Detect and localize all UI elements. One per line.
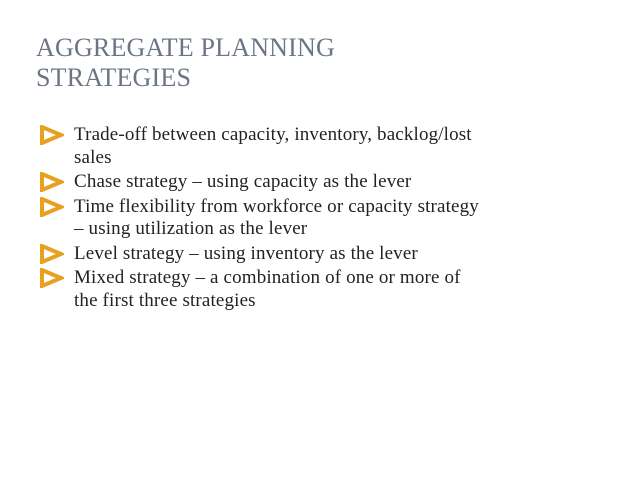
bullet-text-line: – using utilization as the lever	[74, 218, 308, 239]
bullet-text-line: Mixed strategy – a combination of one or more of	[74, 267, 461, 288]
slide-title	[36, 33, 596, 93]
bullet-text-line: sales	[74, 146, 112, 168]
bullet-item-trade-off	[40, 124, 600, 169]
bullet-item-chase-strategy	[40, 171, 600, 194]
bullet-text-line: Trade-off between capacity, inventory, backlog/lost	[74, 124, 472, 145]
bullet-text-line: Time flexibility from workforce or capacity strategy	[74, 195, 479, 217]
hollow-bullet-icon	[40, 244, 64, 264]
bullet-text-line: the first three strategies	[74, 289, 256, 311]
hollow-bullet-icon	[40, 268, 64, 288]
slide-title-line-1: AGGREGATE PLANNING	[36, 33, 335, 62]
bullet-item-level-strategy	[40, 243, 600, 266]
hollow-bullet-icon	[40, 125, 64, 145]
bullet-item-time-flexibility	[40, 196, 600, 241]
hollow-bullet-icon	[40, 197, 64, 217]
bullet-text-line: Level strategy – using inventory as the lever	[74, 242, 418, 264]
bullet-list	[40, 124, 600, 314]
bullet-text-line: Chase strategy – using capacity as the lever	[74, 171, 412, 192]
hollow-bullet-icon	[40, 172, 64, 192]
slide-title-line-2: STRATEGIES	[36, 63, 192, 92]
bullet-item-mixed-strategy	[40, 267, 600, 312]
